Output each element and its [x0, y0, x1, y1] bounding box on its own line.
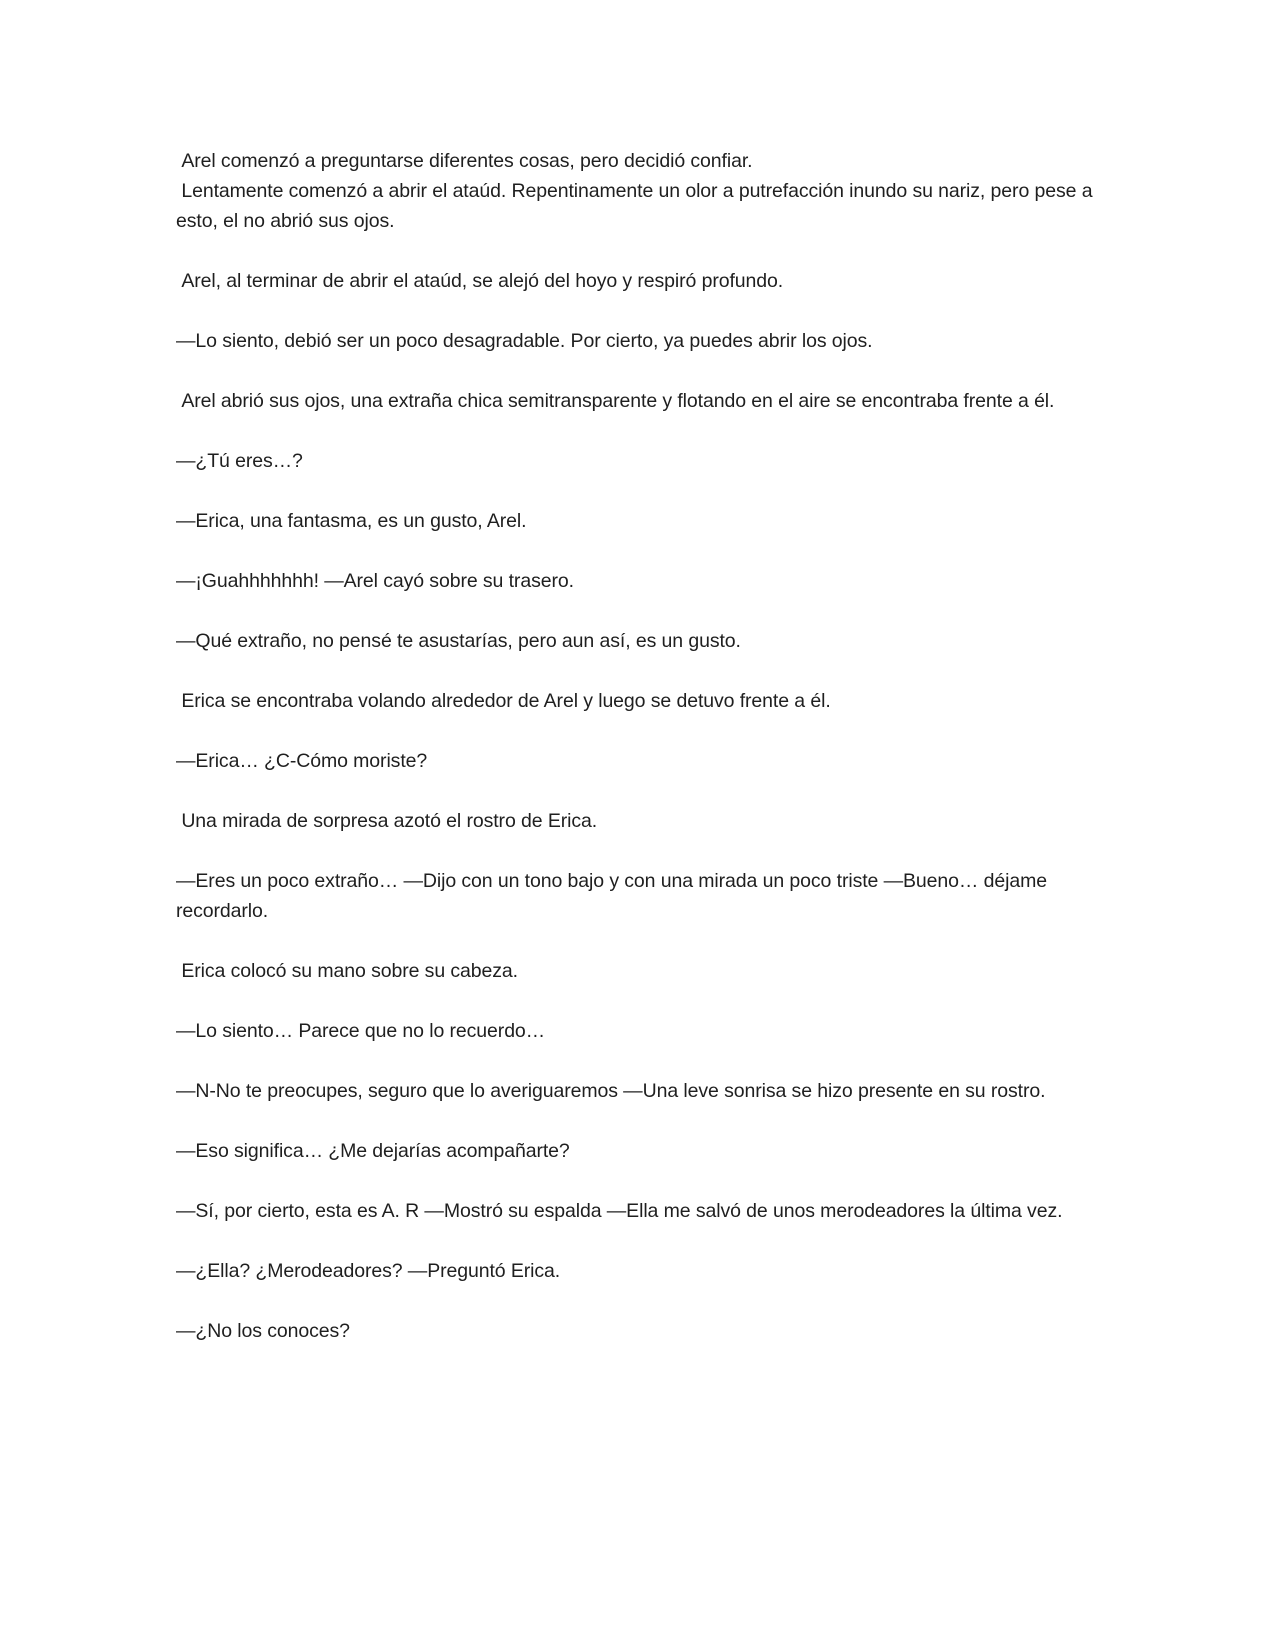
paragraph: Lentamente comenzó a abrir el ataúd. Repentinamente un olor a putrefacción inundo su nariz, pero pese a esto, el no abrió sus ojos. [176, 180, 1098, 232]
paragraph: —Lo siento, debió ser un poco desagradable. Por cierto, ya puedes abrir los ojos. [176, 330, 873, 352]
paragraph: —N-No te preocupes, seguro que lo averiguaremos —Una leve sonrisa se hizo presente en su rostro. [176, 1080, 1046, 1102]
paragraph: Erica se encontraba volando alrededor de Arel y luego se detuvo frente a él. [176, 690, 831, 712]
paragraph: Una mirada de sorpresa azotó el rostro de Erica. [176, 810, 598, 832]
paragraph: —¿Tú eres…? [176, 450, 303, 472]
paragraph: —Lo siento… Parece que no lo recuerdo… [176, 1020, 546, 1042]
paragraph: —Eso significa… ¿Me dejarías acompañarte? [176, 1140, 570, 1162]
document-body [176, 146, 1101, 1376]
paragraph: Erica colocó su mano sobre su cabeza. [176, 960, 518, 982]
paragraph: —Eres un poco extraño… —Dijo con un tono bajo y con una mirada un poco triste —Bueno… déjame recordarlo. [176, 870, 1053, 922]
paragraph: —Erica, una fantasma, es un gusto, Arel. [176, 510, 527, 532]
paragraph: —Qué extraño, no pensé te asustarías, pero aun así, es un gusto. [176, 630, 741, 652]
paragraph: —¿Ella? ¿Merodeadores? —Preguntó Erica. [176, 1260, 561, 1282]
paragraph: —Erica… ¿C-Cómo moriste? [176, 750, 428, 772]
paragraph: —Sí, por cierto, esta es A. R —Mostró su espalda —Ella me salvó de unos merodeadores la última vez. [176, 1200, 1063, 1222]
paragraph: Arel abrió sus ojos, una extraña chica semitransparente y flotando en el aire se encontraba frente a él. [176, 390, 1055, 412]
paragraph: —¿No los conoces? [176, 1320, 350, 1342]
paragraph: Arel comenzó a preguntarse diferentes cosas, pero decidió confiar. [176, 150, 753, 172]
paragraph: —¡Guahhhhhhh! —Arel cayó sobre su trasero. [176, 570, 574, 592]
paragraph: Arel, al terminar de abrir el ataúd, se alejó del hoyo y respiró profundo. [176, 270, 784, 292]
